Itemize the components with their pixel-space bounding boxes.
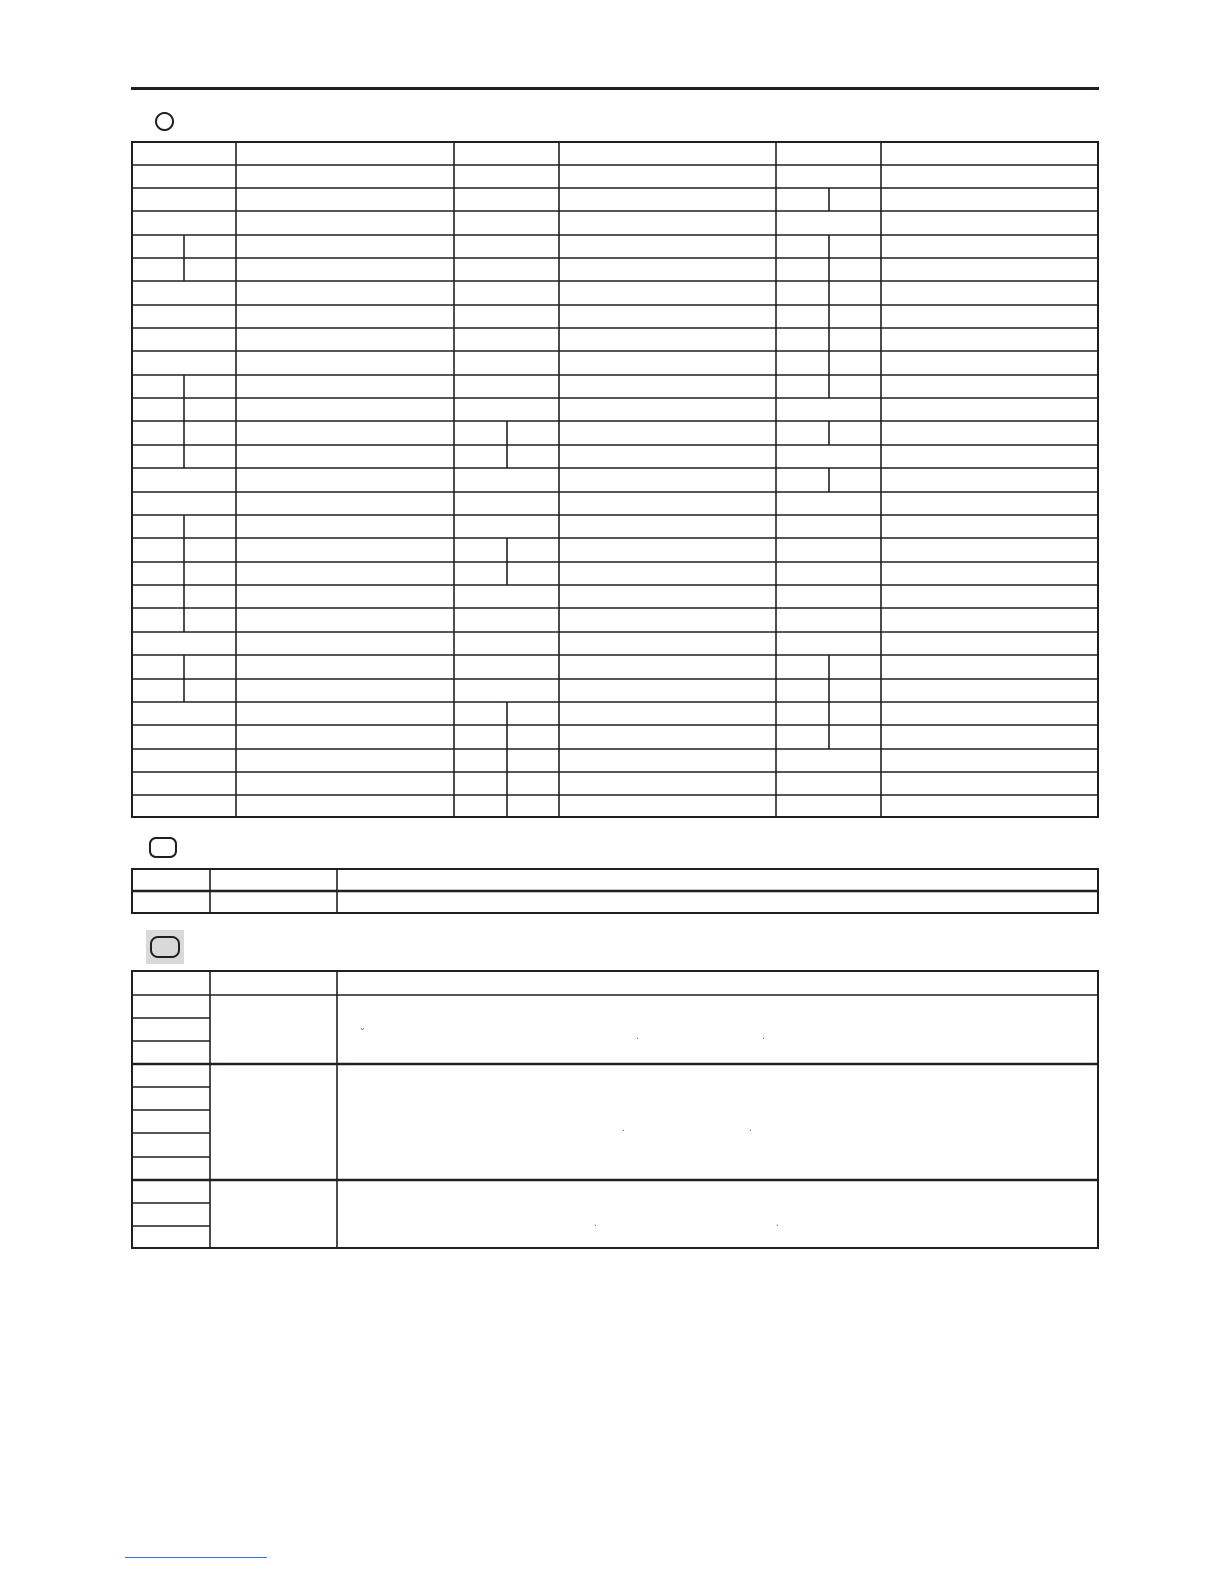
table-3-border (132, 971, 1098, 1248)
table-3-mark: ˘ (361, 1027, 364, 1037)
table-3-mark: ˎ (776, 1216, 779, 1226)
table-3-mark: ˎ (749, 1121, 752, 1131)
table-3-mark: ˎ (594, 1216, 597, 1226)
table-3-mark: ˎ (636, 1029, 639, 1039)
table-2 (132, 869, 1098, 913)
table-3-mark: ˎ (622, 1121, 625, 1131)
footer-link-underline[interactable] (125, 1557, 267, 1558)
table-3 (132, 971, 1098, 1248)
table-1-border (132, 142, 1098, 817)
table-3-mark: ˏ (762, 1029, 765, 1039)
table-1 (132, 142, 1098, 817)
